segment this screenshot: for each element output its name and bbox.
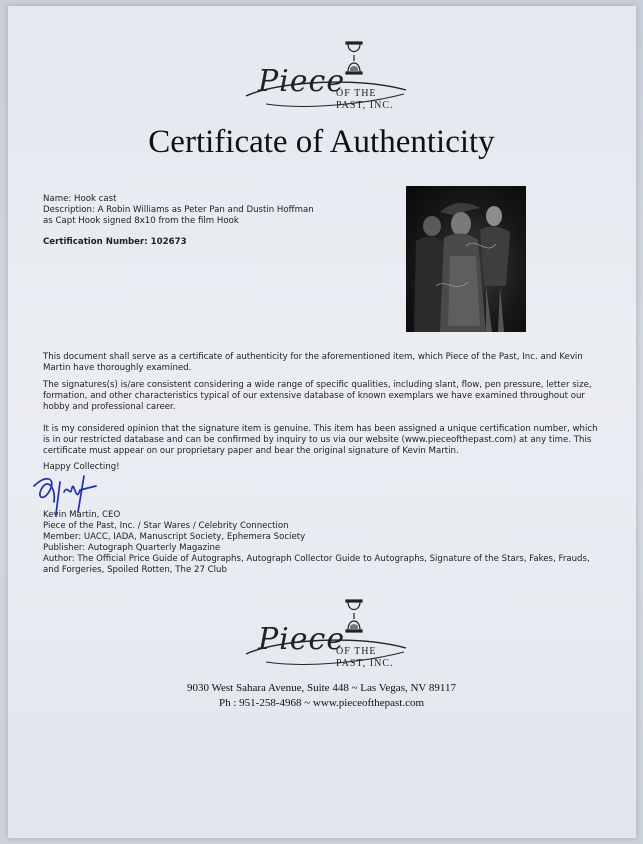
item-description-line: as Capt Hook signed 8x10 from the film Hook	[43, 216, 239, 226]
footer-address: 9030 West Sahara Avenue, Suite 448 ~ Las Vegas, NV 89117	[186, 682, 457, 694]
logo-word: Piece	[258, 622, 346, 657]
signer-info	[43, 510, 613, 576]
certification-number: Certification Number: 102673	[43, 237, 187, 247]
paragraph-opinion	[43, 424, 613, 457]
item-name: Name: Hook cast	[43, 194, 117, 204]
signer-line: Author: The Official Price Guide of Autographs, Autograph Collector Guide to Autographs, Signature of the Stars, Fakes, Frauds,	[43, 554, 590, 564]
logo-subtitle: OF THE PAST, INC.	[336, 88, 394, 111]
logo-word: Piece	[258, 64, 346, 99]
paragraph-line: The signatures(s) is/are consistent considering a wide range of specific qualities, including slant, flow, pen pressure, letter size,	[43, 380, 592, 390]
certificate-title: Certificate of Authenticity	[148, 124, 495, 160]
signed-photo	[406, 186, 526, 332]
paragraph-line: It is my considered opinion that the signature item is genuine. This item has been assigned a unique certification number, which	[43, 424, 598, 434]
footer-contact: Ph : 951-258-4968 ~ www.pieceofthepast.com	[218, 697, 425, 709]
paragraph-intro	[43, 352, 613, 374]
paragraph-line: Martin have thoroughly examined.	[43, 363, 192, 373]
paragraph-line: is in our restricted database and can be confirmed by inquiry to us via our website (www.pieceofthepast.com) at any time. This	[43, 435, 592, 445]
item-description-line: Description: A Robin Williams as Peter Pan and Dustin Hoffman	[43, 205, 314, 215]
paragraph-line: This document shall serve as a certificate of authenticity for the aforementioned item, which Piece of the Past, Inc. and Kevin	[43, 352, 583, 362]
photo-figures-image	[406, 186, 526, 332]
paragraph-signature-analysis	[43, 380, 613, 413]
logo-subtitle: OF THE PAST, INC.	[336, 646, 394, 669]
signer-name: Kevin Martin, CEO	[43, 510, 121, 520]
paragraph-line: certificate must appear on our proprietary paper and bear the original signature of Kevin Martin.	[43, 446, 459, 456]
signer-line: Member: UACC, IADA, Manuscript Society, Ephemera Society	[43, 532, 306, 542]
company-logo-bottom	[236, 596, 416, 676]
signer-line: and Forgeries, Spoiled Rotten, The 27 Club	[43, 565, 227, 575]
company-logo-top	[236, 38, 416, 118]
closing-text: Happy Collecting!	[43, 462, 120, 472]
item-info	[43, 194, 383, 248]
paragraph-line: formation, and other characteristics typical of our extensive database of known exemplars we have examined throughout our	[43, 391, 585, 401]
paragraph-line: hobby and professional career.	[43, 402, 176, 412]
signer-line: Piece of the Past, Inc. / Star Wares / Celebrity Connection	[43, 521, 289, 531]
signer-line: Publisher: Autograph Quarterly Magazine	[43, 543, 221, 553]
